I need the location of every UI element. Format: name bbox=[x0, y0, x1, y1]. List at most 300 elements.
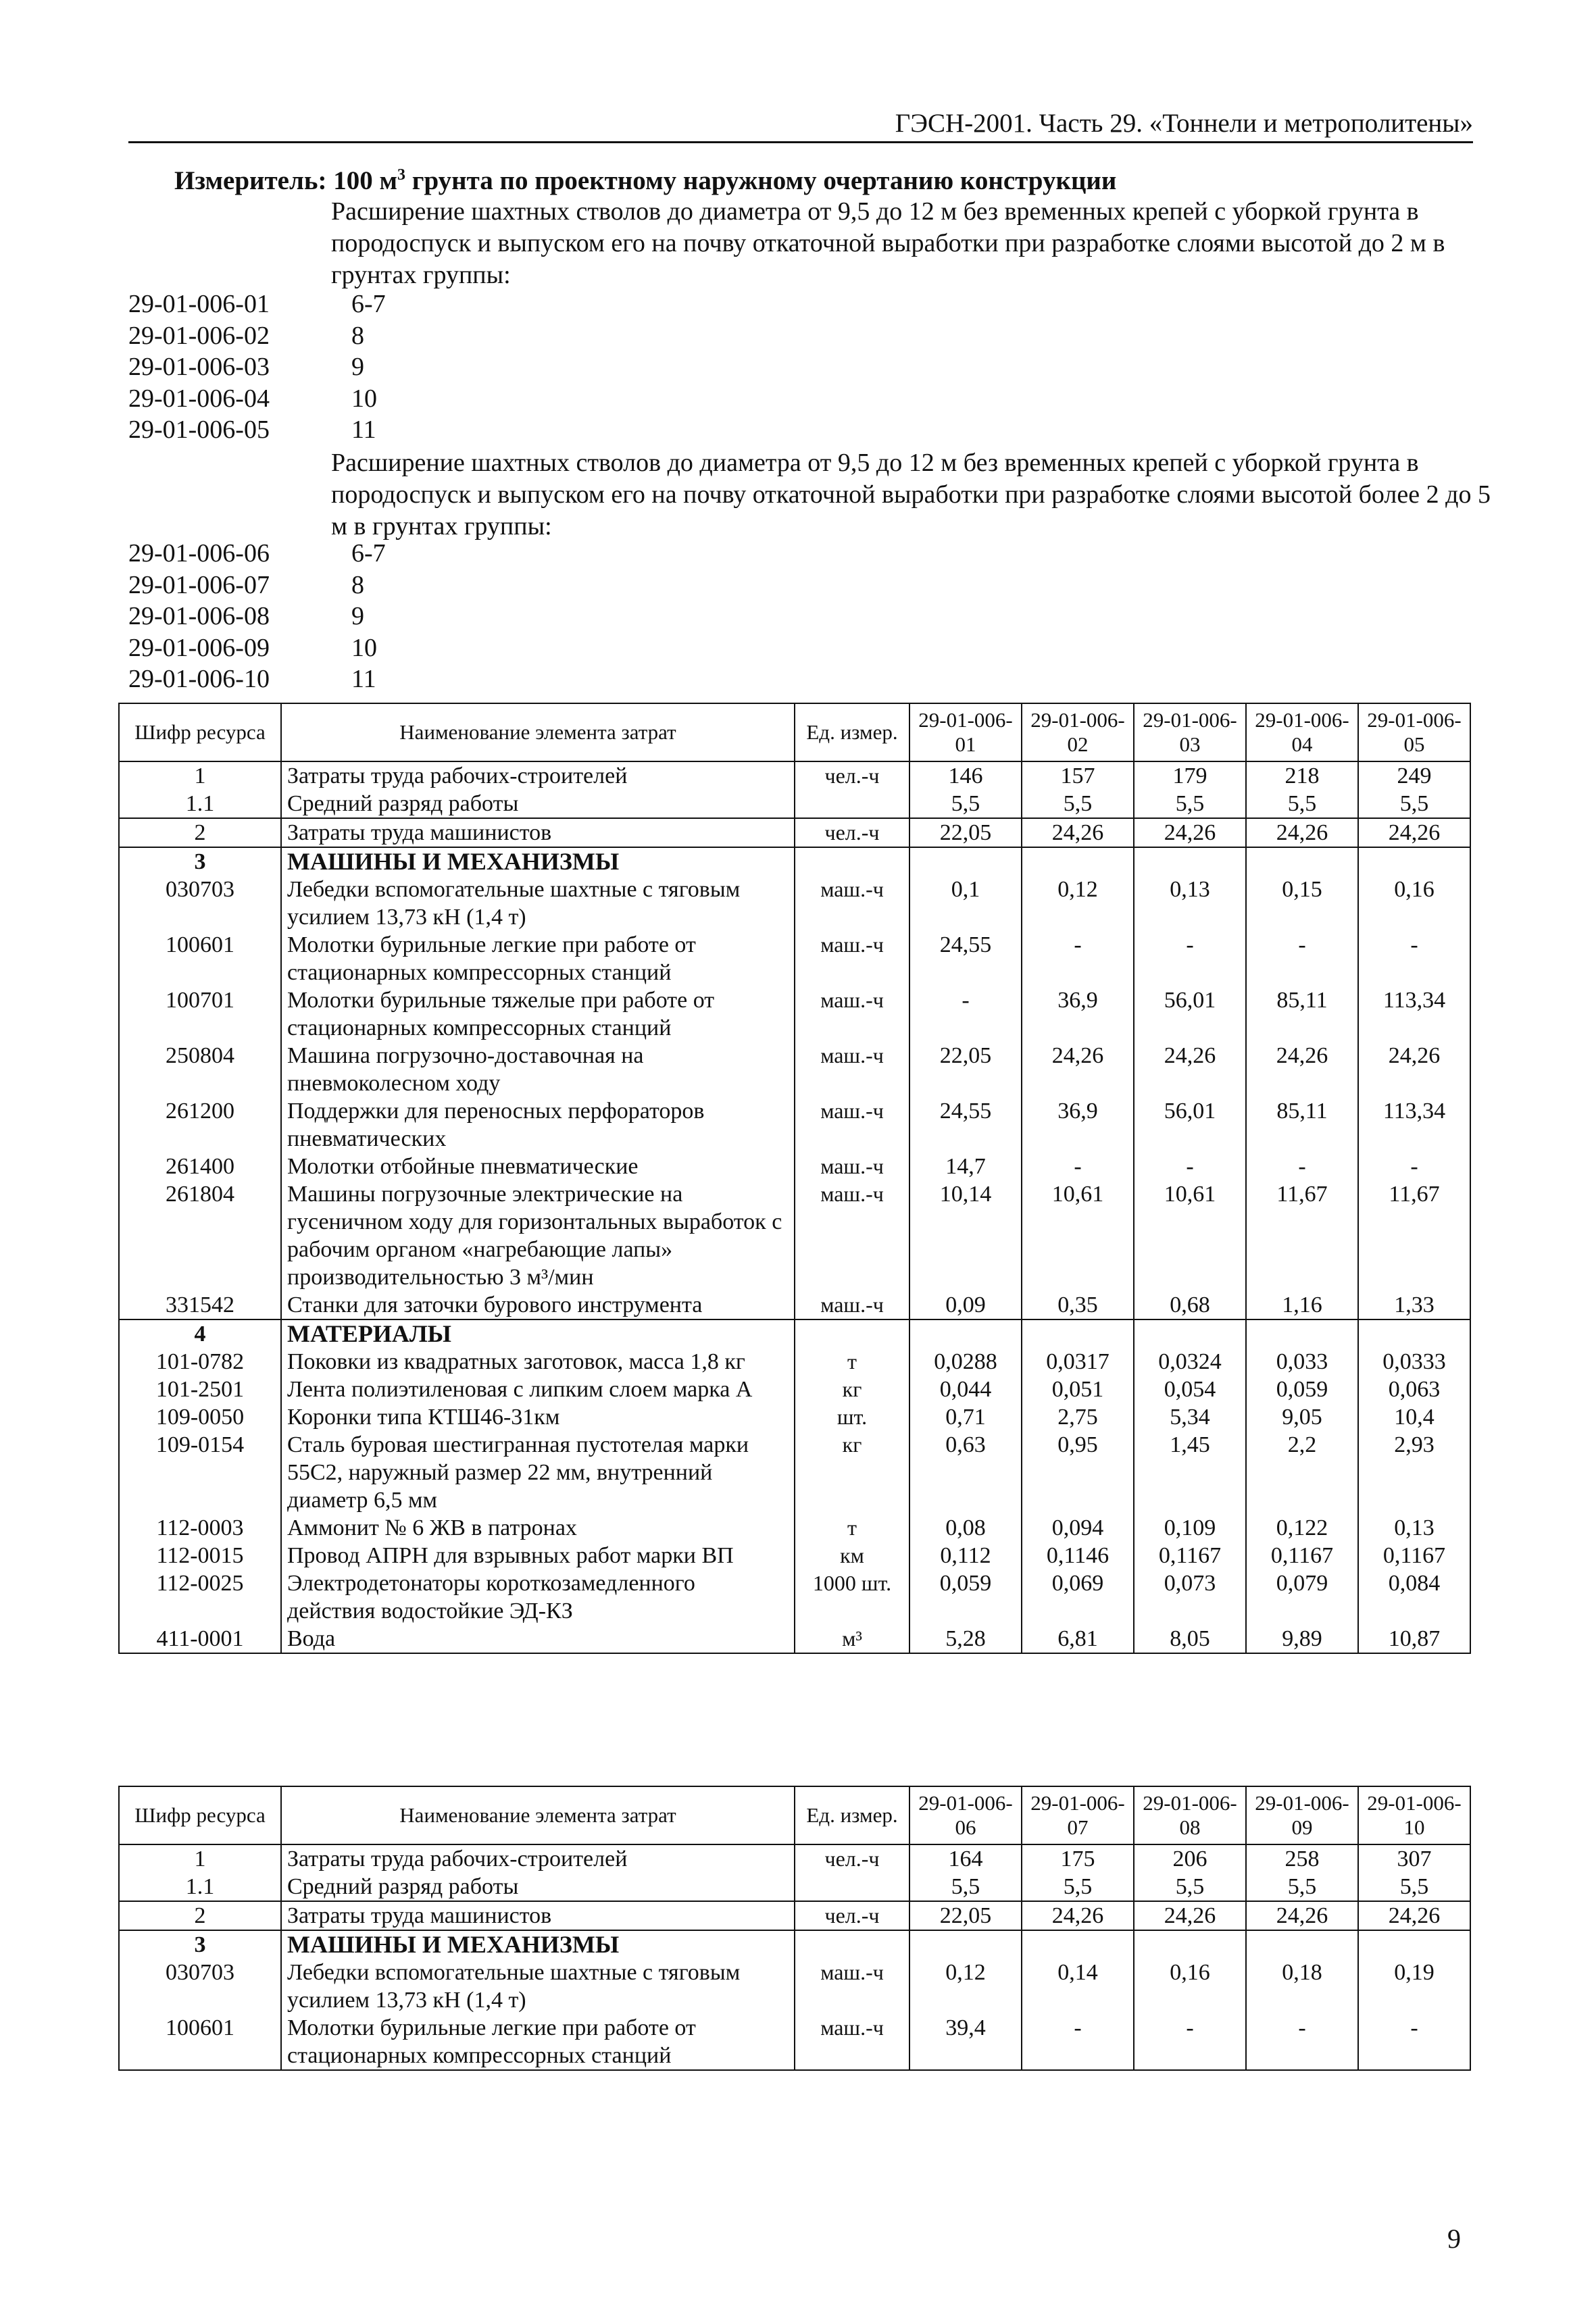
resource-name: Затраты труда рабочих-строителей bbox=[281, 761, 795, 790]
resource-name: Машины погрузочные электрические на гусеничном ходу для горизонтальных выработок с рабочим органом «нагребающие лапы» производительностью 3 м³/мин bbox=[281, 1180, 795, 1291]
resource-value: 24,26 bbox=[1134, 1901, 1246, 1930]
group2-code-list bbox=[128, 538, 386, 695]
resource-name: Провод АПРН для взрывных работ марки ВП bbox=[281, 1542, 795, 1569]
resource-value: 0,112 bbox=[909, 1542, 1022, 1569]
table-row bbox=[119, 1291, 1470, 1319]
resource-code: 1 bbox=[119, 761, 281, 790]
resource-unit: маш.-ч bbox=[795, 1153, 909, 1180]
resource-value: 0,15 bbox=[1246, 876, 1358, 931]
norm-code: 29-01-006-08 bbox=[128, 602, 270, 630]
resource-name: Лебедки вспомогательные шахтные с тяговым усилием 13,73 кН (1,4 т) bbox=[281, 876, 795, 931]
resource-value: 10,87 bbox=[1358, 1625, 1470, 1653]
resource-name: Средний разряд работы bbox=[281, 790, 795, 818]
resource-value: 24,26 bbox=[1358, 818, 1470, 847]
resource-value: - bbox=[1022, 1153, 1134, 1180]
page-header: ГЭСН-2001. Часть 29. «Тоннели и метрополитены» bbox=[128, 108, 1473, 143]
resource-code: 101-0782 bbox=[119, 1348, 281, 1376]
resource-unit: маш.-ч bbox=[795, 1959, 909, 2014]
resource-value: 0,094 bbox=[1022, 1514, 1134, 1542]
resource-value: 5,5 bbox=[1358, 1873, 1470, 1901]
header-code: Шифр ресурса bbox=[119, 703, 281, 761]
resource-value: 5,5 bbox=[1358, 790, 1470, 818]
resource-value: 0,13 bbox=[1134, 876, 1246, 931]
resource-value: 1,33 bbox=[1358, 1291, 1470, 1319]
page-number: 9 bbox=[1447, 2223, 1461, 2254]
norm-code: 29-01-006-06 bbox=[128, 539, 270, 568]
resource-code: 2 bbox=[119, 818, 281, 847]
resource-name: МАШИНЫ И МЕХАНИЗМЫ bbox=[281, 1930, 795, 1959]
resource-name: Аммонит № 6 ЖВ в патронах bbox=[281, 1514, 795, 1542]
resource-code: 4 bbox=[119, 1319, 281, 1348]
header-norm-column: 29-01-006-04 bbox=[1246, 703, 1358, 761]
resource-code: 101-2501 bbox=[119, 1376, 281, 1403]
resource-unit: 1000 шт. bbox=[795, 1569, 909, 1625]
resource-value: 0,0324 bbox=[1134, 1348, 1246, 1376]
resource-value: 0,063 bbox=[1358, 1376, 1470, 1403]
resource-value: 10,4 bbox=[1358, 1403, 1470, 1431]
resource-value: 22,05 bbox=[909, 818, 1022, 847]
resource-value: 56,01 bbox=[1134, 1097, 1246, 1153]
resource-value: 0,08 bbox=[909, 1514, 1022, 1542]
resource-value: 10,61 bbox=[1022, 1180, 1134, 1291]
measure-rest: грунта по проектному наружному очертанию конструкции bbox=[405, 166, 1117, 195]
resource-unit bbox=[795, 847, 909, 876]
resource-value: 36,9 bbox=[1022, 1097, 1134, 1153]
code-list-item bbox=[128, 351, 386, 383]
resource-value: 24,55 bbox=[909, 931, 1022, 986]
resource-value bbox=[1246, 847, 1358, 876]
code-list-item bbox=[128, 632, 386, 664]
resource-value: 0,109 bbox=[1134, 1514, 1246, 1542]
resource-value: 5,5 bbox=[909, 790, 1022, 818]
resource-value: - bbox=[1022, 931, 1134, 986]
table-row bbox=[119, 876, 1470, 931]
header-name: Наименование элемента затрат bbox=[281, 703, 795, 761]
resource-code: 109-0154 bbox=[119, 1431, 281, 1514]
resource-unit bbox=[795, 1930, 909, 1959]
resource-unit: маш.-ч bbox=[795, 1180, 909, 1291]
resource-value: 5,5 bbox=[1134, 790, 1246, 818]
resource-value: 24,26 bbox=[1246, 818, 1358, 847]
soil-group: 9 bbox=[351, 602, 364, 630]
resource-value: 22,05 bbox=[909, 1901, 1022, 1930]
resource-name: Молотки бурильные тяжелые при работе от стационарных компрессорных станций bbox=[281, 986, 795, 1042]
resource-name: Лента полиэтиленовая с липким слоем марка А bbox=[281, 1376, 795, 1403]
resource-value: 85,11 bbox=[1246, 986, 1358, 1042]
resource-value: - bbox=[1246, 931, 1358, 986]
resource-unit: маш.-ч bbox=[795, 931, 909, 986]
resource-value: 5,28 bbox=[909, 1625, 1022, 1653]
table-row bbox=[119, 1844, 1470, 1873]
code-list-item bbox=[128, 414, 386, 446]
resource-code: 109-0050 bbox=[119, 1403, 281, 1431]
code-list-item bbox=[128, 601, 386, 632]
soil-group: 6-7 bbox=[351, 539, 386, 568]
resource-value: 24,26 bbox=[1358, 1042, 1470, 1097]
resource-code: 250804 bbox=[119, 1042, 281, 1097]
resource-name: Затраты труда машинистов bbox=[281, 1901, 795, 1930]
resource-value: 24,26 bbox=[1022, 1042, 1134, 1097]
resource-code: 1.1 bbox=[119, 1873, 281, 1901]
resource-value: 249 bbox=[1358, 761, 1470, 790]
resource-value: 1,45 bbox=[1134, 1431, 1246, 1514]
resource-value: 5,5 bbox=[1246, 1873, 1358, 1901]
norm-code: 29-01-006-07 bbox=[128, 570, 270, 599]
resource-value: 2,75 bbox=[1022, 1403, 1134, 1431]
code-list-item bbox=[128, 320, 386, 352]
resource-name: Поковки из квадратных заготовок, масса 1,8 кг bbox=[281, 1348, 795, 1376]
resource-value bbox=[1246, 1319, 1358, 1348]
resource-value: 24,26 bbox=[1022, 1901, 1134, 1930]
resource-name: Затраты труда машинистов bbox=[281, 818, 795, 847]
resource-value bbox=[1022, 1319, 1134, 1348]
resource-value: 0,95 bbox=[1022, 1431, 1134, 1514]
resource-name: Сталь буровая шестигранная пустотелая марки 55С2, наружный размер 22 мм, внутренний диаметр 6,5 мм bbox=[281, 1431, 795, 1514]
soil-group: 8 bbox=[351, 570, 364, 599]
resource-code: 331542 bbox=[119, 1291, 281, 1319]
resource-name: Молотки отбойные пневматические bbox=[281, 1153, 795, 1180]
measure-label: Измеритель: bbox=[174, 166, 327, 195]
resource-value: 218 bbox=[1246, 761, 1358, 790]
resource-value: 24,55 bbox=[909, 1097, 1022, 1153]
resource-name: Поддержки для переносных перфораторов пневматических bbox=[281, 1097, 795, 1153]
resource-code: 112-0015 bbox=[119, 1542, 281, 1569]
resource-value: 9,05 bbox=[1246, 1403, 1358, 1431]
header-norm-column: 29-01-006-06 bbox=[909, 1786, 1022, 1844]
resource-value: 24,26 bbox=[1134, 818, 1246, 847]
resource-code: 100601 bbox=[119, 2014, 281, 2070]
soil-group: 10 bbox=[351, 384, 377, 413]
resource-code: 2 bbox=[119, 1901, 281, 1930]
resource-value: 0,073 bbox=[1134, 1569, 1246, 1625]
resource-value: - bbox=[1358, 931, 1470, 986]
resource-unit: маш.-ч bbox=[795, 1042, 909, 1097]
norm-code: 29-01-006-01 bbox=[128, 290, 270, 318]
resource-unit: км bbox=[795, 1542, 909, 1569]
table-header-row bbox=[119, 703, 1470, 761]
measure-sup: 3 bbox=[397, 166, 406, 184]
resource-code: 261200 bbox=[119, 1097, 281, 1153]
resource-value: 6,81 bbox=[1022, 1625, 1134, 1653]
soil-group: 8 bbox=[351, 321, 364, 350]
resource-name: МАТЕРИАЛЫ bbox=[281, 1319, 795, 1348]
header-norm-column: 29-01-006-07 bbox=[1022, 1786, 1134, 1844]
resource-value: 164 bbox=[909, 1844, 1022, 1873]
resource-value: 0,1 bbox=[909, 876, 1022, 931]
resource-value: 0,079 bbox=[1246, 1569, 1358, 1625]
resource-value: 85,11 bbox=[1246, 1097, 1358, 1153]
resource-value: 0,059 bbox=[909, 1569, 1022, 1625]
resource-value: 0,1146 bbox=[1022, 1542, 1134, 1569]
soil-group: 11 bbox=[351, 416, 376, 444]
group2-description: Расширение шахтных стволов до диаметра от 9,5 до 12 м без временных крепей с уборкой грунта в породоспуск и выпуском его на почву откаточной выработки при разработке слоями высотой более 2 до 5 м в грунтах группы: bbox=[331, 449, 1491, 540]
resource-name: Станки для заточки бурового инструмента bbox=[281, 1291, 795, 1319]
resource-table-2 bbox=[118, 1786, 1471, 2071]
resource-value bbox=[1022, 847, 1134, 876]
resource-value: 175 bbox=[1022, 1844, 1134, 1873]
resource-value: 0,63 bbox=[909, 1431, 1022, 1514]
resource-code: 1.1 bbox=[119, 790, 281, 818]
resource-unit: шт. bbox=[795, 1403, 909, 1431]
resource-code: 112-0003 bbox=[119, 1514, 281, 1542]
table-row bbox=[119, 761, 1470, 790]
code-list-item bbox=[128, 538, 386, 570]
resource-unit: маш.-ч bbox=[795, 2014, 909, 2070]
resource-unit: м³ bbox=[795, 1625, 909, 1653]
resource-value: 0,09 bbox=[909, 1291, 1022, 1319]
resource-unit: маш.-ч bbox=[795, 1291, 909, 1319]
resource-value: 2,93 bbox=[1358, 1431, 1470, 1514]
resource-value bbox=[1358, 847, 1470, 876]
resource-value: 157 bbox=[1022, 761, 1134, 790]
resource-code: 112-0025 bbox=[119, 1569, 281, 1625]
table-row bbox=[119, 1959, 1470, 2014]
resource-unit: кг bbox=[795, 1376, 909, 1403]
resource-name: Затраты труда рабочих-строителей bbox=[281, 1844, 795, 1873]
resource-name: Машина погрузочно-доставочная на пневмоколесном ходу bbox=[281, 1042, 795, 1097]
norm-code: 29-01-006-04 bbox=[128, 384, 270, 413]
resource-value: - bbox=[1134, 931, 1246, 986]
resource-value: 0,1167 bbox=[1358, 1542, 1470, 1569]
resource-value: 0,16 bbox=[1134, 1959, 1246, 2014]
header-norm-column: 29-01-006-02 bbox=[1022, 703, 1134, 761]
resource-value: - bbox=[1022, 2014, 1134, 2070]
resource-value: 14,7 bbox=[909, 1153, 1022, 1180]
resource-value: 5,34 bbox=[1134, 1403, 1246, 1431]
resource-value: 5,5 bbox=[1022, 790, 1134, 818]
resource-unit: маш.-ч bbox=[795, 876, 909, 931]
header-unit: Ед. измер. bbox=[795, 1786, 909, 1844]
resource-name: Коронки типа КТШ46-31км bbox=[281, 1403, 795, 1431]
resource-value: - bbox=[1246, 2014, 1358, 2070]
group1-code-list bbox=[128, 288, 386, 446]
resource-code: 1 bbox=[119, 1844, 281, 1873]
section-row bbox=[119, 847, 1470, 876]
resource-code: 030703 bbox=[119, 1959, 281, 2014]
table-row bbox=[119, 1180, 1470, 1291]
resource-value bbox=[1134, 1319, 1246, 1348]
resource-value: 113,34 bbox=[1358, 986, 1470, 1042]
resource-unit: чел.-ч bbox=[795, 818, 909, 847]
resource-value: 0,051 bbox=[1022, 1376, 1134, 1403]
soil-group: 10 bbox=[351, 633, 377, 662]
resource-name: Лебедки вспомогательные шахтные с тяговым усилием 13,73 кН (1,4 т) bbox=[281, 1959, 795, 2014]
resource-unit bbox=[795, 790, 909, 818]
resource-value: 0,0288 bbox=[909, 1348, 1022, 1376]
code-list-item bbox=[128, 288, 386, 320]
table-header-row bbox=[119, 1786, 1470, 1844]
table-row bbox=[119, 1153, 1470, 1180]
table-row bbox=[119, 1569, 1470, 1625]
header-unit: Ед. измер. bbox=[795, 703, 909, 761]
resource-value: 0,0333 bbox=[1358, 1348, 1470, 1376]
measure-text: 100 м bbox=[333, 166, 398, 195]
resource-code: 261804 bbox=[119, 1180, 281, 1291]
resource-unit: маш.-ч bbox=[795, 1097, 909, 1153]
resource-value bbox=[1246, 1930, 1358, 1959]
table-row bbox=[119, 1625, 1470, 1653]
table-row bbox=[119, 1403, 1470, 1431]
resource-value: 5,5 bbox=[1246, 790, 1358, 818]
table-row bbox=[119, 818, 1470, 847]
resource-table-1 bbox=[118, 703, 1471, 1654]
header-norm-column: 29-01-006-08 bbox=[1134, 1786, 1246, 1844]
resource-name: Молотки бурильные легкие при работе от стационарных компрессорных станций bbox=[281, 2014, 795, 2070]
resource-unit: маш.-ч bbox=[795, 986, 909, 1042]
resource-name: Средний разряд работы bbox=[281, 1873, 795, 1901]
resource-value: 5,5 bbox=[909, 1873, 1022, 1901]
resource-value: 179 bbox=[1134, 761, 1246, 790]
resource-value: 56,01 bbox=[1134, 986, 1246, 1042]
resource-value: 258 bbox=[1246, 1844, 1358, 1873]
resource-code: 100701 bbox=[119, 986, 281, 1042]
resource-value: 0,084 bbox=[1358, 1569, 1470, 1625]
table-row bbox=[119, 986, 1470, 1042]
resource-code: 261400 bbox=[119, 1153, 281, 1180]
resource-value: 39,4 bbox=[909, 2014, 1022, 2070]
resource-value: 2,2 bbox=[1246, 1431, 1358, 1514]
table-row bbox=[119, 1873, 1470, 1901]
table-row bbox=[119, 1097, 1470, 1153]
soil-group: 6-7 bbox=[351, 290, 386, 318]
resource-value: 146 bbox=[909, 761, 1022, 790]
header-norm-column: 29-01-006-05 bbox=[1358, 703, 1470, 761]
resource-code: 3 bbox=[119, 847, 281, 876]
resource-value: 24,26 bbox=[1022, 818, 1134, 847]
code-list-item bbox=[128, 570, 386, 601]
resource-value: - bbox=[1358, 1153, 1470, 1180]
resource-value bbox=[1358, 1319, 1470, 1348]
table-row bbox=[119, 2014, 1470, 2070]
header-name: Наименование элемента затрат bbox=[281, 1786, 795, 1844]
resource-value: 0,18 bbox=[1246, 1959, 1358, 2014]
resource-value: 0,16 bbox=[1358, 876, 1470, 931]
resource-value: 0,033 bbox=[1246, 1348, 1358, 1376]
table-row bbox=[119, 1376, 1470, 1403]
resource-code: 411-0001 bbox=[119, 1625, 281, 1653]
resource-name: МАШИНЫ И МЕХАНИЗМЫ bbox=[281, 847, 795, 876]
header-code: Шифр ресурса bbox=[119, 1786, 281, 1844]
resource-code: 030703 bbox=[119, 876, 281, 931]
resource-value: 0,054 bbox=[1134, 1376, 1246, 1403]
resource-value: 0,044 bbox=[909, 1376, 1022, 1403]
resource-code: 100601 bbox=[119, 931, 281, 986]
header-norm-column: 29-01-006-09 bbox=[1246, 1786, 1358, 1844]
measure-line bbox=[174, 166, 1116, 196]
resource-value: 8,05 bbox=[1134, 1625, 1246, 1653]
code-list-item bbox=[128, 383, 386, 415]
resource-value: 0,12 bbox=[1022, 876, 1134, 931]
norm-code: 29-01-006-10 bbox=[128, 665, 270, 693]
resource-value: 0,71 bbox=[909, 1403, 1022, 1431]
soil-group: 9 bbox=[351, 353, 364, 381]
resource-code: 3 bbox=[119, 1930, 281, 1959]
resource-value: 24,26 bbox=[1246, 1901, 1358, 1930]
resource-name: Электродетонаторы короткозамедленного действия водостойкие ЭД-КЗ bbox=[281, 1569, 795, 1625]
resource-value bbox=[1134, 1930, 1246, 1959]
resource-unit: чел.-ч bbox=[795, 1844, 909, 1873]
resource-value: 10,61 bbox=[1134, 1180, 1246, 1291]
header-norm-column: 29-01-006-10 bbox=[1358, 1786, 1470, 1844]
resource-value: 0,122 bbox=[1246, 1514, 1358, 1542]
resource-value: 24,26 bbox=[1358, 1901, 1470, 1930]
resource-name: Молотки бурильные легкие при работе от стационарных компрессорных станций bbox=[281, 931, 795, 986]
resource-unit: т bbox=[795, 1514, 909, 1542]
resource-value: 0,13 bbox=[1358, 1514, 1470, 1542]
resource-value: 206 bbox=[1134, 1844, 1246, 1873]
resource-value: - bbox=[1246, 1153, 1358, 1180]
resource-unit bbox=[795, 1319, 909, 1348]
resource-value: 9,89 bbox=[1246, 1625, 1358, 1653]
norm-code: 29-01-006-05 bbox=[128, 416, 270, 444]
resource-value: - bbox=[1134, 2014, 1246, 2070]
resource-value: 0,1167 bbox=[1134, 1542, 1246, 1569]
header-norm-column: 29-01-006-01 bbox=[909, 703, 1022, 761]
resource-unit: чел.-ч bbox=[795, 1901, 909, 1930]
resource-value: 0,0317 bbox=[1022, 1348, 1134, 1376]
resource-value bbox=[1358, 1930, 1470, 1959]
resource-value: - bbox=[1358, 2014, 1470, 2070]
table-row bbox=[119, 931, 1470, 986]
resource-value: - bbox=[1134, 1153, 1246, 1180]
resource-value bbox=[909, 847, 1022, 876]
norm-code: 29-01-006-09 bbox=[128, 633, 270, 662]
resource-value: 0,68 bbox=[1134, 1291, 1246, 1319]
resource-value: 36,9 bbox=[1022, 986, 1134, 1042]
resource-value bbox=[1022, 1930, 1134, 1959]
resource-value: 11,67 bbox=[1246, 1180, 1358, 1291]
resource-value bbox=[909, 1930, 1022, 1959]
code-list-item bbox=[128, 663, 386, 695]
resource-value: 5,5 bbox=[1022, 1873, 1134, 1901]
group1-description: Расширение шахтных стволов до диаметра от 9,5 до 12 м без временных крепей с уборкой грунта в породоспуск и выпуском его на почву откаточной выработки при разработке слоями высотой до 2 м в грунтах группы: bbox=[331, 197, 1445, 289]
norm-code: 29-01-006-02 bbox=[128, 321, 270, 350]
resource-value: 307 bbox=[1358, 1844, 1470, 1873]
resource-value: 5,5 bbox=[1134, 1873, 1246, 1901]
resource-value bbox=[1134, 847, 1246, 876]
resource-value: 1,16 bbox=[1246, 1291, 1358, 1319]
resource-unit: т bbox=[795, 1348, 909, 1376]
resource-value: 11,67 bbox=[1358, 1180, 1470, 1291]
table-row bbox=[119, 1042, 1470, 1097]
table-row bbox=[119, 1542, 1470, 1569]
resource-value: 0,35 bbox=[1022, 1291, 1134, 1319]
table-row bbox=[119, 1901, 1470, 1930]
resource-value: 0,069 bbox=[1022, 1569, 1134, 1625]
resource-name: Вода bbox=[281, 1625, 795, 1653]
resource-value: 0,059 bbox=[1246, 1376, 1358, 1403]
resource-value: - bbox=[909, 986, 1022, 1042]
resource-value: 24,26 bbox=[1134, 1042, 1246, 1097]
section-row bbox=[119, 1930, 1470, 1959]
resource-unit: кг bbox=[795, 1431, 909, 1514]
resource-value: 24,26 bbox=[1246, 1042, 1358, 1097]
table-row bbox=[119, 1431, 1470, 1514]
table-row bbox=[119, 1348, 1470, 1376]
soil-group: 11 bbox=[351, 665, 376, 693]
resource-value: 0,1167 bbox=[1246, 1542, 1358, 1569]
table-row bbox=[119, 1514, 1470, 1542]
resource-value: 0,14 bbox=[1022, 1959, 1134, 2014]
norm-code: 29-01-006-03 bbox=[128, 353, 270, 381]
table-row bbox=[119, 790, 1470, 818]
header-norm-column: 29-01-006-03 bbox=[1134, 703, 1246, 761]
resource-value: 10,14 bbox=[909, 1180, 1022, 1291]
resource-value: 0,19 bbox=[1358, 1959, 1470, 2014]
resource-value: 22,05 bbox=[909, 1042, 1022, 1097]
resource-unit: чел.-ч bbox=[795, 761, 909, 790]
resource-value: 113,34 bbox=[1358, 1097, 1470, 1153]
